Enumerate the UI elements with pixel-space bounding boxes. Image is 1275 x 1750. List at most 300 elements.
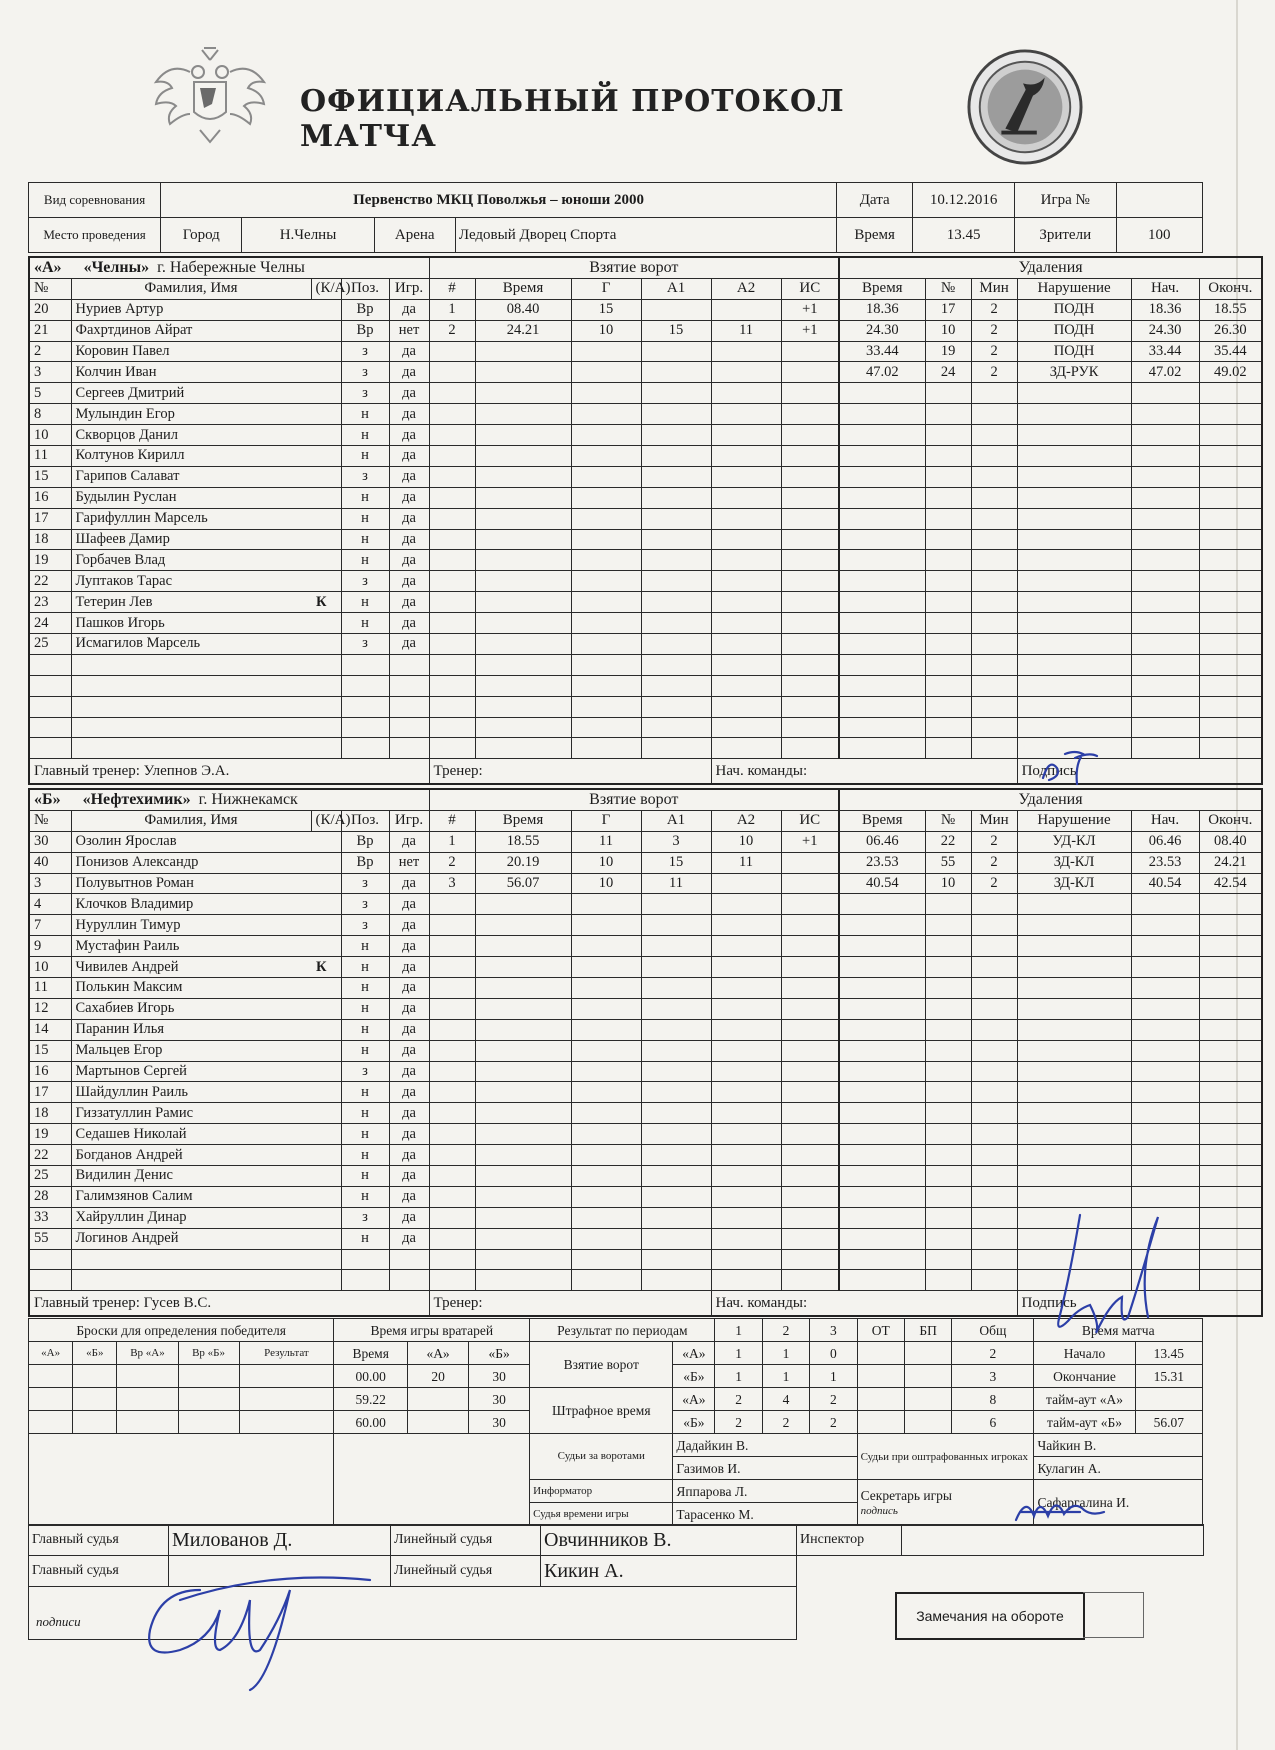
player-number: 3 bbox=[29, 362, 71, 383]
goal-time bbox=[475, 592, 571, 613]
coach-label: Тренер: bbox=[429, 759, 711, 785]
penalty-start: 33.44 bbox=[1131, 341, 1199, 362]
goal-time bbox=[475, 978, 571, 999]
goal-assist-2 bbox=[711, 592, 781, 613]
penalty-end bbox=[1199, 1145, 1262, 1166]
goals-b-total: 3 bbox=[952, 1365, 1034, 1388]
goal-assist-2 bbox=[711, 299, 781, 320]
goal-number bbox=[429, 487, 475, 508]
col-pen-time: Время bbox=[839, 810, 925, 831]
penalty-end bbox=[1199, 675, 1262, 696]
end-label: Окончание bbox=[1034, 1365, 1135, 1388]
penalty-minutes: 2 bbox=[971, 873, 1017, 894]
penalty-time bbox=[839, 634, 925, 655]
col-hash: # bbox=[429, 278, 475, 299]
player-name: Седашев Николай bbox=[75, 1125, 187, 1142]
col-goal-time: Время bbox=[475, 278, 571, 299]
penalty-time bbox=[839, 383, 925, 404]
pen-b-ot bbox=[857, 1411, 904, 1434]
penalty-player: 22 bbox=[925, 831, 971, 852]
goal-assist-1 bbox=[641, 978, 711, 999]
timeout-a-label: тайм-аут «А» bbox=[1034, 1388, 1135, 1411]
penalty-minutes bbox=[971, 529, 1017, 550]
goal-scorer bbox=[571, 675, 641, 696]
goal-time bbox=[475, 404, 571, 425]
head-coach-label: Главный тренер: bbox=[34, 762, 140, 779]
player-name: Озолин Ярослав bbox=[75, 833, 177, 850]
col-goal-time: Время bbox=[475, 810, 571, 831]
player-name-cell bbox=[71, 1166, 341, 1187]
table-row bbox=[29, 936, 1262, 957]
goal-assist-1 bbox=[641, 1186, 711, 1207]
penalty-time bbox=[839, 508, 925, 529]
penalty-minutes bbox=[971, 1040, 1017, 1061]
player-name-cell bbox=[71, 592, 341, 613]
captain-mark: К bbox=[315, 593, 327, 610]
penalty-player bbox=[925, 1186, 971, 1207]
goal-scorer bbox=[571, 404, 641, 425]
table-row bbox=[29, 915, 1262, 936]
player-name-cell bbox=[71, 634, 341, 655]
player-name: Богданов Андрей bbox=[75, 1146, 183, 1163]
penalty-start bbox=[1131, 654, 1199, 675]
penalty-minutes bbox=[971, 1249, 1017, 1270]
goals-b-p2: 1 bbox=[762, 1365, 809, 1388]
goal-time bbox=[475, 1061, 571, 1082]
player-name-cell bbox=[71, 1186, 341, 1207]
goal-scorer bbox=[571, 341, 641, 362]
penalty-end bbox=[1199, 466, 1262, 487]
player-played: да bbox=[389, 466, 429, 487]
goal-assist-2 bbox=[711, 529, 781, 550]
penalty-time bbox=[839, 571, 925, 592]
team-manager-label: Нач. команды: bbox=[711, 1291, 1017, 1317]
goal-scorer: 10 bbox=[571, 320, 641, 341]
penalty-time bbox=[839, 1249, 925, 1270]
team-manager-label: Нач. команды: bbox=[711, 759, 1017, 785]
penalty-type bbox=[1017, 936, 1131, 957]
player-number: 3 bbox=[29, 873, 71, 894]
penalty-start: 18.36 bbox=[1131, 299, 1199, 320]
player-name: Паранин Илья bbox=[75, 1021, 164, 1038]
goal-number bbox=[429, 1207, 475, 1228]
goal-situation bbox=[781, 571, 839, 592]
penalty-start bbox=[1131, 1124, 1199, 1145]
penalty-time bbox=[839, 1145, 925, 1166]
penalty-end: 49.02 bbox=[1199, 362, 1262, 383]
player-played: да bbox=[389, 957, 429, 978]
col-name: Фамилия, Имя bbox=[71, 810, 311, 831]
penalty-type bbox=[1017, 696, 1131, 717]
gk-row-3-a bbox=[408, 1411, 469, 1434]
goal-assist-2: 10 bbox=[711, 831, 781, 852]
goal-assist-1 bbox=[641, 550, 711, 571]
player-played: да bbox=[389, 613, 429, 634]
penalty-time bbox=[839, 613, 925, 634]
penalty-time bbox=[839, 717, 925, 738]
penalty-start bbox=[1131, 957, 1199, 978]
shootout-head: БП bbox=[904, 1319, 951, 1342]
table-row bbox=[29, 320, 1262, 341]
goal-situation bbox=[781, 1082, 839, 1103]
goal-situation bbox=[781, 529, 839, 550]
player-number bbox=[29, 696, 71, 717]
match-info-table bbox=[28, 182, 1203, 253]
penalty-end bbox=[1199, 894, 1262, 915]
table-row bbox=[29, 487, 1262, 508]
goal-scorer bbox=[571, 1207, 641, 1228]
goal-assist-2 bbox=[711, 1103, 781, 1124]
goal-scorer bbox=[571, 978, 641, 999]
player-position: н bbox=[341, 1166, 389, 1187]
goal-situation: +1 bbox=[781, 320, 839, 341]
penalty-end bbox=[1199, 1166, 1262, 1187]
player-name-cell bbox=[71, 957, 341, 978]
player-name: Колтунов Кирилл bbox=[75, 447, 185, 464]
penalty-type bbox=[1017, 998, 1131, 1019]
timeout-b-value: 56.07 bbox=[1135, 1411, 1202, 1434]
penalty-time bbox=[839, 1040, 925, 1061]
goal-assist-2 bbox=[711, 508, 781, 529]
player-name: Мулындин Егор bbox=[75, 405, 175, 422]
goal-assist-2 bbox=[711, 915, 781, 936]
coach-label: Тренер: bbox=[429, 1291, 711, 1317]
goal-time bbox=[475, 1166, 571, 1187]
goal-time bbox=[475, 915, 571, 936]
goal-time bbox=[475, 894, 571, 915]
goal-time bbox=[475, 1270, 571, 1291]
penalty-minutes bbox=[971, 654, 1017, 675]
goal-assist-1 bbox=[641, 894, 711, 915]
goal-situation bbox=[781, 341, 839, 362]
penalty-type bbox=[1017, 613, 1131, 634]
player-position: з bbox=[341, 571, 389, 592]
goal-assist-1 bbox=[641, 592, 711, 613]
period-1-head: 1 bbox=[715, 1319, 762, 1342]
penalty-time bbox=[839, 1166, 925, 1187]
eagle-emblem-icon bbox=[150, 42, 270, 152]
table-row bbox=[29, 998, 1262, 1019]
goal-assist-1 bbox=[641, 1061, 711, 1082]
penalty-start bbox=[1131, 529, 1199, 550]
time-label: Время bbox=[837, 218, 913, 253]
goal-scorer bbox=[571, 717, 641, 738]
player-number: 23 bbox=[29, 592, 71, 613]
penalty-type bbox=[1017, 487, 1131, 508]
col-g: Г bbox=[571, 810, 641, 831]
goal-scorer bbox=[571, 654, 641, 675]
goal-assist-1 bbox=[641, 1166, 711, 1187]
player-number: 33 bbox=[29, 1207, 71, 1228]
goal-number bbox=[429, 1249, 475, 1270]
goal-time bbox=[475, 1249, 571, 1270]
penalty-end: 35.44 bbox=[1199, 341, 1262, 362]
goal-time bbox=[475, 654, 571, 675]
penalty-end bbox=[1199, 487, 1262, 508]
goal-assist-1 bbox=[641, 717, 711, 738]
penalty-end bbox=[1199, 1103, 1262, 1124]
player-number: 19 bbox=[29, 1124, 71, 1145]
secretary-sub: подпись bbox=[860, 1504, 898, 1517]
penalty-player: 17 bbox=[925, 299, 971, 320]
player-name: Галимзянов Салим bbox=[75, 1188, 193, 1205]
player-name: Чивилев Андрей bbox=[75, 958, 179, 975]
player-name: Логинов Андрей bbox=[75, 1230, 179, 1247]
pen-a-p3: 2 bbox=[810, 1388, 857, 1411]
col-a2: А2 bbox=[711, 810, 781, 831]
penalty-time bbox=[839, 592, 925, 613]
player-number: 16 bbox=[29, 1061, 71, 1082]
goal-assist-1 bbox=[641, 957, 711, 978]
goal-number: 3 bbox=[429, 873, 475, 894]
goal-assist-1 bbox=[641, 1040, 711, 1061]
goal-time: 08.40 bbox=[475, 299, 571, 320]
goal-assist-1 bbox=[641, 998, 711, 1019]
col-a1: А1 bbox=[641, 278, 711, 299]
goal-scorer bbox=[571, 508, 641, 529]
goals-section-label: Взятие ворот bbox=[429, 257, 839, 278]
team-name: «Челны» bbox=[83, 259, 150, 277]
penalty-player bbox=[925, 978, 971, 999]
penalty-minutes bbox=[971, 1019, 1017, 1040]
player-number: 19 bbox=[29, 550, 71, 571]
penalty-start bbox=[1131, 1040, 1199, 1061]
player-played: да bbox=[389, 508, 429, 529]
player-number: 17 bbox=[29, 508, 71, 529]
goal-time: 18.55 bbox=[475, 831, 571, 852]
table-row bbox=[29, 592, 1262, 613]
penalty-start bbox=[1131, 936, 1199, 957]
player-position: н bbox=[341, 936, 389, 957]
goal-scorer bbox=[571, 1249, 641, 1270]
goal-assist-1 bbox=[641, 675, 711, 696]
player-name-cell bbox=[71, 1249, 341, 1270]
goal-situation bbox=[781, 1249, 839, 1270]
goal-situation bbox=[781, 1166, 839, 1187]
player-number: 9 bbox=[29, 936, 71, 957]
penalty-minutes bbox=[971, 978, 1017, 999]
penalty-start bbox=[1131, 978, 1199, 999]
player-name-cell bbox=[71, 1145, 341, 1166]
goal-scorer: 10 bbox=[571, 852, 641, 873]
penalty-player bbox=[925, 738, 971, 759]
player-played: да bbox=[389, 1166, 429, 1187]
goal-time bbox=[475, 466, 571, 487]
penalty-start bbox=[1131, 998, 1199, 1019]
player-played: да bbox=[389, 487, 429, 508]
goal-time: 56.07 bbox=[475, 873, 571, 894]
player-name-cell bbox=[71, 487, 341, 508]
player-position: н bbox=[341, 404, 389, 425]
goal-situation bbox=[781, 508, 839, 529]
goal-time bbox=[475, 696, 571, 717]
goal-situation bbox=[781, 383, 839, 404]
player-played: да bbox=[389, 425, 429, 446]
player-name-cell bbox=[71, 1207, 341, 1228]
penalty-player bbox=[925, 634, 971, 655]
timekeeper-label: Судья времени игры bbox=[530, 1503, 673, 1526]
player-number: 5 bbox=[29, 383, 71, 404]
penalty-type bbox=[1017, 654, 1131, 675]
secretary-value: Сафаргалина И. bbox=[1034, 1480, 1203, 1526]
penalty-start bbox=[1131, 404, 1199, 425]
penalty-time bbox=[839, 487, 925, 508]
goals-a-p3: 0 bbox=[810, 1342, 857, 1365]
goal-time bbox=[475, 1207, 571, 1228]
penalty-time bbox=[839, 936, 925, 957]
penalty-time bbox=[839, 1207, 925, 1228]
player-name: Пашков Игорь bbox=[75, 614, 165, 631]
penalty-minutes bbox=[971, 915, 1017, 936]
goal-scorer bbox=[571, 738, 641, 759]
goals-b-bp bbox=[904, 1365, 951, 1388]
player-name-cell bbox=[71, 998, 341, 1019]
goal-situation bbox=[781, 1019, 839, 1040]
player-name-cell bbox=[71, 1228, 341, 1249]
goal-scorer bbox=[571, 613, 641, 634]
goal-assist-1 bbox=[641, 1270, 711, 1291]
goal-assist-2 bbox=[711, 487, 781, 508]
goal-assist-1: 15 bbox=[641, 852, 711, 873]
player-position: н bbox=[341, 508, 389, 529]
goal-scorer bbox=[571, 696, 641, 717]
goal-assist-2 bbox=[711, 1124, 781, 1145]
player-position: н bbox=[341, 613, 389, 634]
penalty-time bbox=[839, 675, 925, 696]
player-position: з bbox=[341, 634, 389, 655]
player-number: 4 bbox=[29, 894, 71, 915]
col-name: Фамилия, Имя bbox=[71, 278, 311, 299]
player-played: да bbox=[389, 299, 429, 320]
penalty-player: 10 bbox=[925, 873, 971, 894]
player-name: Нуруллин Тимур bbox=[75, 916, 181, 933]
player-played: нет bbox=[389, 852, 429, 873]
goal-assist-1 bbox=[641, 613, 711, 634]
penalty-player bbox=[925, 1228, 971, 1249]
goal-situation: +1 bbox=[781, 299, 839, 320]
col-is: ИС bbox=[781, 810, 839, 831]
player-position bbox=[341, 1249, 389, 1270]
penalty-minutes bbox=[971, 404, 1017, 425]
table-row bbox=[29, 873, 1262, 894]
penalty-time bbox=[839, 1228, 925, 1249]
goal-number bbox=[429, 383, 475, 404]
col-is: ИС bbox=[781, 278, 839, 299]
goal-time bbox=[475, 957, 571, 978]
goal-situation bbox=[781, 592, 839, 613]
pen-b-p3: 2 bbox=[810, 1411, 857, 1434]
arena-value: Ледовый Дворец Спорта bbox=[455, 218, 836, 253]
penalty-type bbox=[1017, 1166, 1131, 1187]
goal-situation bbox=[781, 696, 839, 717]
penalty-minutes: 2 bbox=[971, 320, 1017, 341]
overtime-head: ОТ bbox=[857, 1319, 904, 1342]
penalty-type bbox=[1017, 1145, 1131, 1166]
player-position: н bbox=[341, 425, 389, 446]
player-number: 10 bbox=[29, 957, 71, 978]
goal-situation bbox=[781, 446, 839, 467]
secretary-label: Секретарь игры bbox=[860, 1487, 952, 1503]
penalty-type bbox=[1017, 1082, 1131, 1103]
table-row bbox=[29, 894, 1262, 915]
player-played: да bbox=[389, 1019, 429, 1040]
penalty-type bbox=[1017, 446, 1131, 467]
pen-a-p1: 2 bbox=[715, 1388, 762, 1411]
player-number: 55 bbox=[29, 1228, 71, 1249]
table-row bbox=[29, 1166, 1262, 1187]
player-played: да bbox=[389, 550, 429, 571]
penalty-time: 33.44 bbox=[839, 341, 925, 362]
player-name-cell bbox=[71, 341, 341, 362]
table-row bbox=[29, 613, 1262, 634]
informer-value: Яппарова Л. bbox=[673, 1480, 857, 1503]
penalty-end bbox=[1199, 425, 1262, 446]
goal-situation bbox=[781, 404, 839, 425]
player-position: з bbox=[341, 894, 389, 915]
goal-number bbox=[429, 1124, 475, 1145]
penalty-minutes bbox=[971, 1061, 1017, 1082]
goal-number bbox=[429, 404, 475, 425]
player-name-cell bbox=[71, 613, 341, 634]
player-number: 25 bbox=[29, 634, 71, 655]
goal-assist-2 bbox=[711, 1207, 781, 1228]
match-time-label: Время матча bbox=[1034, 1319, 1203, 1342]
player-name: Мартынов Сергей bbox=[75, 1063, 187, 1080]
goal-number: 2 bbox=[429, 320, 475, 341]
goal-scorer bbox=[571, 957, 641, 978]
goal-scorer bbox=[571, 550, 641, 571]
penalty-minutes bbox=[971, 466, 1017, 487]
player-name-cell bbox=[71, 915, 341, 936]
penalty-start bbox=[1131, 915, 1199, 936]
penalty-minutes bbox=[971, 571, 1017, 592]
time-value: 13.45 bbox=[913, 218, 1015, 253]
player-name: Хайруллин Динар bbox=[75, 1209, 187, 1226]
goal-assist-2 bbox=[711, 425, 781, 446]
goal-assist-2 bbox=[711, 936, 781, 957]
goal-judge-1: Дадайкин В. bbox=[673, 1434, 857, 1457]
goal-situation bbox=[781, 1103, 839, 1124]
goal-assist-2 bbox=[711, 383, 781, 404]
penalty-type: ПОДН bbox=[1017, 320, 1131, 341]
penalty-player bbox=[925, 1040, 971, 1061]
penalty-end bbox=[1199, 529, 1262, 550]
goal-time bbox=[475, 1186, 571, 1207]
player-played bbox=[389, 1249, 429, 1270]
player-name: Тетерин Лев bbox=[75, 593, 153, 610]
player-name-cell bbox=[71, 1061, 341, 1082]
goal-assist-1 bbox=[641, 1019, 711, 1040]
player-number: 14 bbox=[29, 1019, 71, 1040]
goal-number bbox=[429, 1040, 475, 1061]
player-played bbox=[389, 675, 429, 696]
goal-assist-2 bbox=[711, 1061, 781, 1082]
player-number bbox=[29, 1270, 71, 1291]
player-name: Мальцев Егор bbox=[75, 1042, 163, 1059]
goal-scorer bbox=[571, 998, 641, 1019]
penalty-player bbox=[925, 717, 971, 738]
goal-number: 1 bbox=[429, 831, 475, 852]
goal-number: 2 bbox=[429, 852, 475, 873]
goal-assist-1: 15 bbox=[641, 320, 711, 341]
player-played: да bbox=[389, 383, 429, 404]
penalty-minutes bbox=[971, 738, 1017, 759]
goal-time bbox=[475, 634, 571, 655]
penalty-minutes bbox=[971, 550, 1017, 571]
player-position: н bbox=[341, 550, 389, 571]
player-played: да bbox=[389, 1124, 429, 1145]
goal-situation bbox=[781, 675, 839, 696]
